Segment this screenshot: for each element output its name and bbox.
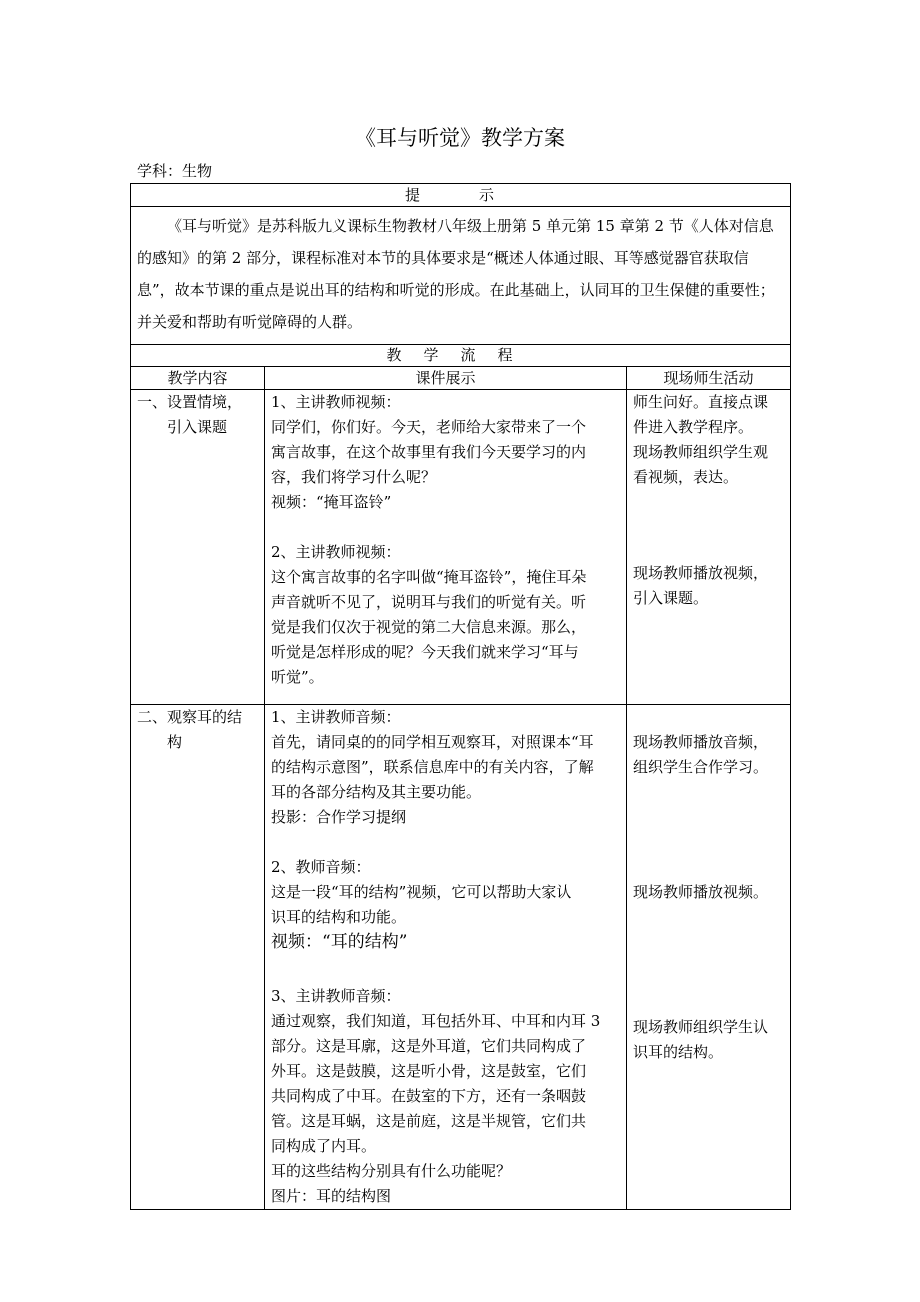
content-line: 一、设置情境， — [137, 393, 243, 411]
courseware-line: 1、主讲教师音频： — [271, 708, 401, 726]
activity-line: 现场教师播放音频， — [633, 733, 769, 751]
courseware-line: 部分。这是耳廓，这是外耳道，它们共同构成了 — [271, 1037, 587, 1055]
courseware-line: 视频：“掩耳盗铃” — [271, 493, 392, 511]
hint-line: 《耳与听觉》是苏科版九义课标生物教材八年级上册第 5 单元第 15 章第 2 节《人体对 — [167, 217, 744, 235]
courseware-line: 听觉”。 — [271, 668, 324, 686]
courseware-line: 同构成了内耳。 — [271, 1137, 377, 1155]
courseware-line: 2、主讲教师视频： — [271, 543, 401, 561]
courseware-line: 同学们，你们好。今天，老师给大家带来了一个 — [271, 418, 587, 436]
courseware-line: 耳的各部分结构及其主要功能。 — [271, 783, 482, 801]
column-header-courseware: 课件展示 — [265, 367, 627, 390]
courseware-line: 通过观察，我们知道，耳包括外耳、中耳和内耳 3 — [271, 1012, 601, 1030]
row-content — [131, 705, 265, 1210]
courseware-line: 1、主讲教师视频： — [271, 393, 401, 411]
content-line: 二、观察耳的结 — [137, 708, 243, 726]
courseware-line: 识耳的结构和功能。 — [271, 908, 407, 926]
courseware-line: 外耳。这是鼓膜，这是听小骨，这是鼓室，它们 — [271, 1062, 587, 1080]
table-row — [131, 705, 791, 1210]
table-row — [131, 390, 791, 705]
lesson-plan-table — [130, 183, 791, 1210]
activity-line: 现场教师组织学生认 — [633, 1018, 769, 1036]
row-courseware — [265, 705, 627, 1210]
courseware-line: 图片：耳的结构图 — [271, 1187, 392, 1205]
activity-line: 现场教师播放视频。 — [633, 883, 769, 901]
courseware-line: 共同构成了中耳。在鼓室的下方，还有一条咽鼓 — [271, 1087, 587, 1105]
activity-line: 现场教师播放视频， — [633, 564, 769, 582]
activity-line: 看视频，表达。 — [633, 468, 739, 486]
activity-line: 识耳的结构。 — [633, 1043, 724, 1061]
hint-line: 健的重要性；并关爱和帮助有听觉障碍的人群。 — [137, 281, 775, 331]
subject-label: 学科：生物 — [137, 162, 213, 180]
activity-line: 组织学生合作学习。 — [633, 758, 769, 776]
courseware-line: 投影：合作学习提纲 — [271, 808, 407, 826]
row-activity — [627, 390, 791, 705]
flow-header: 教学流程 — [131, 345, 791, 367]
content-line: 引入课题 — [167, 418, 228, 436]
courseware-line: 2、教师音频： — [271, 858, 371, 876]
courseware-line: 容，我们将学习什么呢？ — [271, 468, 437, 486]
courseware-line: 觉是我们仅次于视觉的第二大信息来源。那么， — [271, 618, 587, 636]
courseware-line: 3、主讲教师音频： — [271, 987, 401, 1005]
courseware-line: 的结构示意图”，联系信息库中的有关内容，了解 — [271, 758, 594, 776]
row-courseware — [265, 390, 627, 705]
courseware-line: 视频：“耳的结构” — [271, 932, 408, 952]
activity-line: 件进入教学程序。 — [633, 418, 754, 436]
row-content — [131, 390, 265, 705]
courseware-line: 寓言故事，在这个故事里有我们今天要学习的内 — [271, 443, 587, 461]
column-header-activity: 现场师生活动 — [627, 367, 791, 390]
row-activity — [627, 705, 791, 1210]
courseware-line: 耳的这些结构分别具有什么功能呢？ — [271, 1162, 512, 1180]
activity-line: 师生问好。直接点课 — [633, 393, 769, 411]
courseware-line: 首先，请同桌的的同学相互观察耳，对照课本“耳 — [271, 733, 594, 751]
courseware-line: 这是一段“耳的结构”视频，它可以帮助大家认 — [271, 883, 572, 901]
document-title: 《耳与听觉》教学方案 — [355, 126, 565, 150]
courseware-line: 这个寓言故事的名字叫做“掩耳盗铃”，掩住耳朵 — [271, 568, 587, 586]
courseware-line: 听觉是怎样形成的呢？今天我们就来学习“耳与 — [271, 643, 579, 661]
hint-line: 获取信息”，故本节课的重点是说出耳的结构和听觉的形成。在此基础上，认同耳的卫生保 — [137, 249, 749, 299]
courseware-line: 声音就听不见了，说明耳与我们的听觉有关。听 — [271, 593, 587, 611]
hint-paragraph — [131, 207, 791, 345]
hint-line: 信息的感知》的第 2 部分，课程标准对本节的具体要求是“概述人体通过眼、耳等感觉器官 — [137, 217, 774, 267]
hint-header: 提 示 — [131, 184, 791, 207]
courseware-line: 管。这是耳蜗，这是前庭，这是半规管，它们共 — [271, 1112, 587, 1130]
activity-line: 引入课题。 — [633, 589, 709, 607]
activity-line: 现场教师组织学生观 — [633, 443, 769, 461]
column-header-content: 教学内容 — [131, 367, 265, 390]
content-line: 构 — [167, 733, 183, 751]
